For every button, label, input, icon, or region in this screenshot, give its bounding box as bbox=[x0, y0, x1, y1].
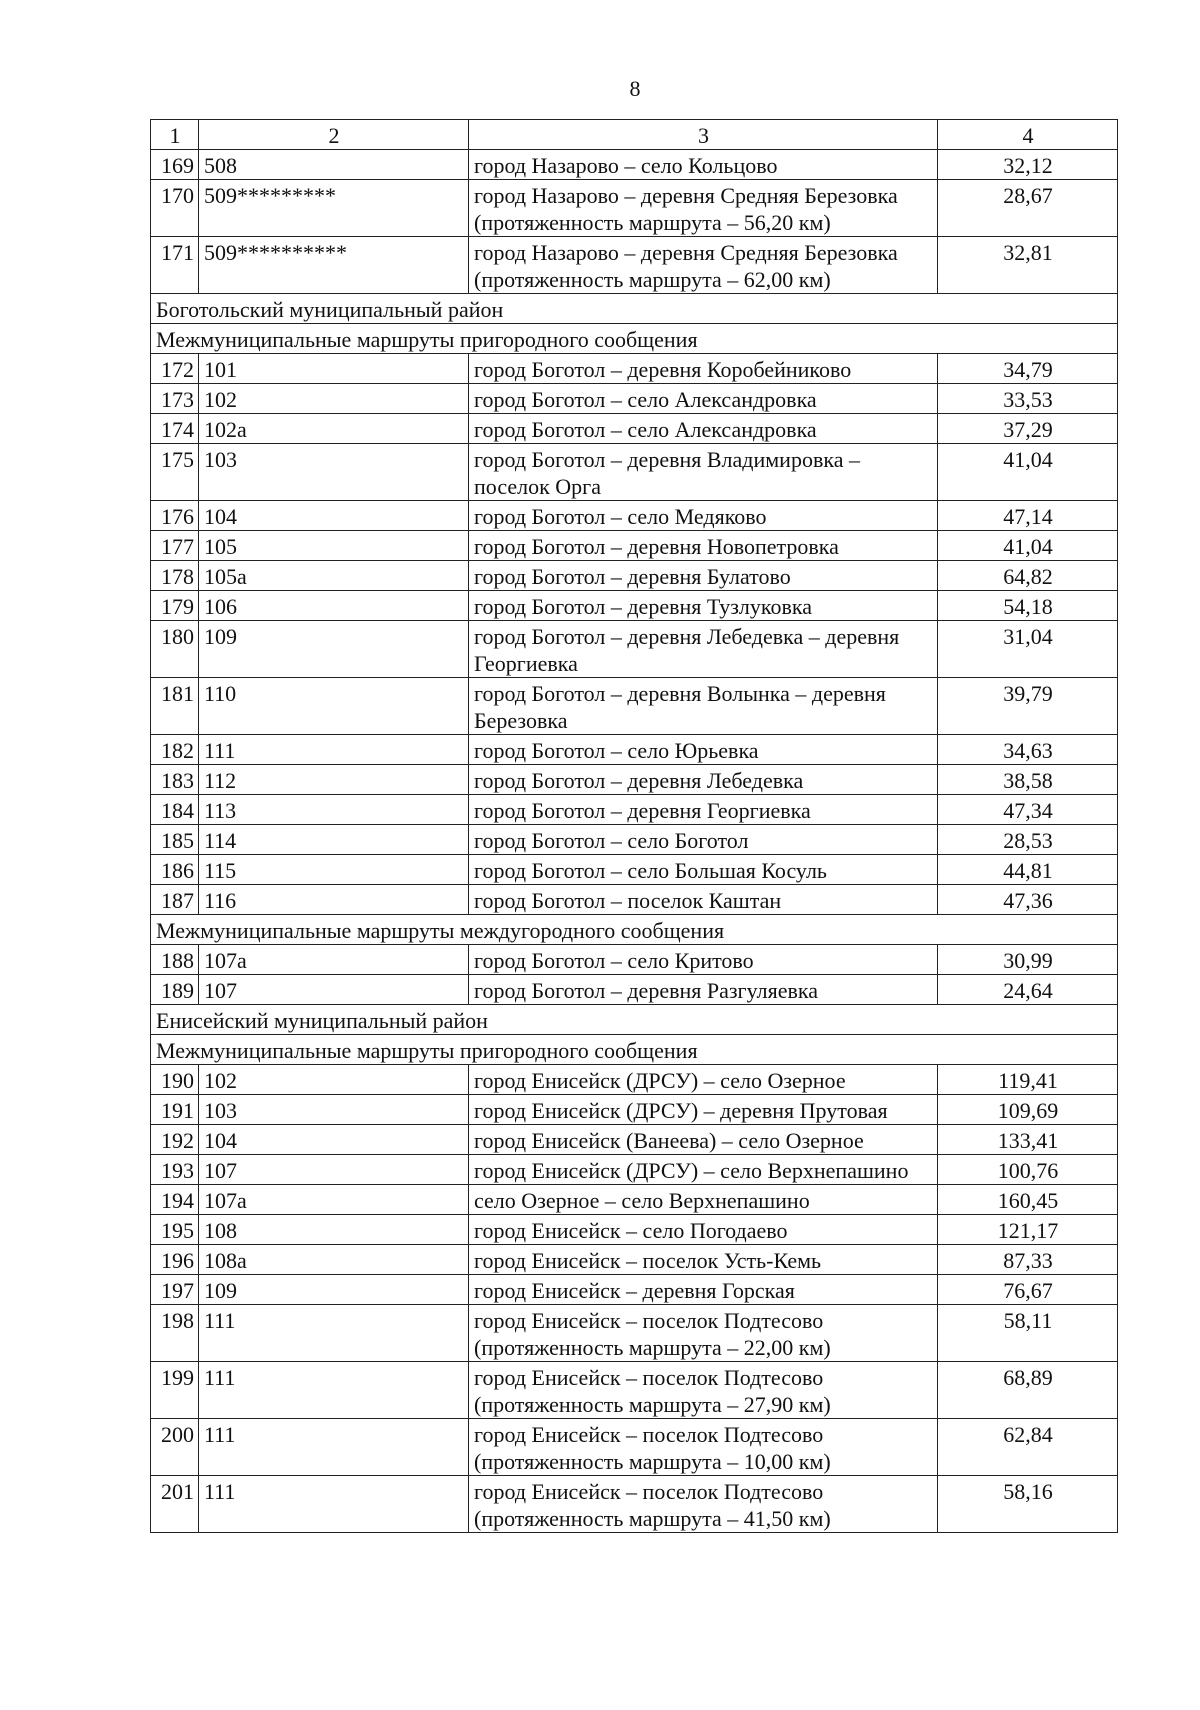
route-number: 104 bbox=[199, 501, 469, 531]
route-name: город Енисейск (ДРСУ) – деревня Прутовая bbox=[469, 1095, 938, 1125]
route-value: 31,04 bbox=[938, 621, 1118, 678]
row-number: 177 bbox=[151, 531, 199, 561]
route-number: 115 bbox=[199, 855, 469, 885]
route-number: 111 bbox=[199, 735, 469, 765]
table-row bbox=[151, 354, 1118, 384]
row-number: 194 bbox=[151, 1185, 199, 1215]
row-number: 197 bbox=[151, 1275, 199, 1305]
table-row bbox=[151, 1065, 1118, 1095]
route-name: город Боготол – деревня Тузлуковка bbox=[469, 591, 938, 621]
table-row bbox=[151, 825, 1118, 855]
route-value: 47,34 bbox=[938, 795, 1118, 825]
route-number: 103 bbox=[199, 444, 469, 501]
route-name: город Назарово – село Кольцово bbox=[469, 150, 938, 180]
route-number: 111 bbox=[199, 1305, 469, 1362]
table-row bbox=[151, 1476, 1118, 1533]
table-row bbox=[151, 1275, 1118, 1305]
table-body bbox=[151, 150, 1118, 1533]
table-row bbox=[151, 561, 1118, 591]
header-col-1: 1 bbox=[151, 120, 199, 150]
row-number: 188 bbox=[151, 945, 199, 975]
route-value: 87,33 bbox=[938, 1245, 1118, 1275]
row-number: 180 bbox=[151, 621, 199, 678]
table-row bbox=[151, 180, 1118, 237]
route-value: 34,79 bbox=[938, 354, 1118, 384]
table-row bbox=[151, 795, 1118, 825]
table-row bbox=[151, 237, 1118, 294]
section-row bbox=[151, 1005, 1118, 1035]
route-value: 41,04 bbox=[938, 444, 1118, 501]
route-number: 110 bbox=[199, 678, 469, 735]
row-number: 192 bbox=[151, 1125, 199, 1155]
route-number: 112 bbox=[199, 765, 469, 795]
table-row bbox=[151, 501, 1118, 531]
route-name: город Енисейск (Ванеева) – село Озерное bbox=[469, 1125, 938, 1155]
section-title: Межмуниципальные маршруты пригородного сообщения bbox=[151, 324, 1118, 354]
route-number: 106 bbox=[199, 591, 469, 621]
header-col-3: 3 bbox=[469, 120, 938, 150]
section-row bbox=[151, 294, 1118, 324]
route-value: 133,41 bbox=[938, 1125, 1118, 1155]
row-number: 176 bbox=[151, 501, 199, 531]
page-number: 8 bbox=[629, 76, 641, 101]
route-number: 509********** bbox=[199, 237, 469, 294]
row-number: 195 bbox=[151, 1215, 199, 1245]
route-number: 108 bbox=[199, 1215, 469, 1245]
route-name: город Назарово – деревня Средняя Березовка (протяженность маршрута – 56,20 км) bbox=[469, 180, 938, 237]
route-value: 28,53 bbox=[938, 825, 1118, 855]
route-number: 509********* bbox=[199, 180, 469, 237]
route-name: город Енисейск (ДРСУ) – село Верхнепашино bbox=[469, 1155, 938, 1185]
route-number: 113 bbox=[199, 795, 469, 825]
route-name: город Боготол – село Александровка bbox=[469, 384, 938, 414]
row-number: 175 bbox=[151, 444, 199, 501]
route-number: 111 bbox=[199, 1476, 469, 1533]
route-number: 105 bbox=[199, 531, 469, 561]
table-header bbox=[151, 120, 1118, 150]
row-number: 201 bbox=[151, 1476, 199, 1533]
route-value: 47,14 bbox=[938, 501, 1118, 531]
row-number: 169 bbox=[151, 150, 199, 180]
route-name: город Боготол – село Критово bbox=[469, 945, 938, 975]
row-number: 198 bbox=[151, 1305, 199, 1362]
route-number: 116 bbox=[199, 885, 469, 915]
route-value: 109,69 bbox=[938, 1095, 1118, 1125]
section-title: Межмуниципальные маршруты пригородного сообщения bbox=[151, 1035, 1118, 1065]
route-number: 109 bbox=[199, 1275, 469, 1305]
row-number: 187 bbox=[151, 885, 199, 915]
table-row bbox=[151, 531, 1118, 561]
route-name: город Боготол – деревня Лебедевка – деревня Георгиевка bbox=[469, 621, 938, 678]
route-value: 68,89 bbox=[938, 1362, 1118, 1419]
route-value: 64,82 bbox=[938, 561, 1118, 591]
row-number: 185 bbox=[151, 825, 199, 855]
section-row bbox=[151, 324, 1118, 354]
table-row bbox=[151, 1215, 1118, 1245]
row-number: 190 bbox=[151, 1065, 199, 1095]
route-value: 38,58 bbox=[938, 765, 1118, 795]
table-row bbox=[151, 1125, 1118, 1155]
route-name: город Боготол – деревня Георгиевка bbox=[469, 795, 938, 825]
row-number: 182 bbox=[151, 735, 199, 765]
table-row bbox=[151, 855, 1118, 885]
route-name: город Енисейск (ДРСУ) – село Озерное bbox=[469, 1065, 938, 1095]
route-value: 32,12 bbox=[938, 150, 1118, 180]
row-number: 200 bbox=[151, 1419, 199, 1476]
table-row bbox=[151, 1155, 1118, 1185]
row-number: 191 bbox=[151, 1095, 199, 1125]
route-name: город Боготол – деревня Разгуляевка bbox=[469, 975, 938, 1005]
route-name: город Боготол – село Большая Косуль bbox=[469, 855, 938, 885]
table-row bbox=[151, 975, 1118, 1005]
row-number: 170 bbox=[151, 180, 199, 237]
table-row bbox=[151, 414, 1118, 444]
table-row bbox=[151, 1419, 1118, 1476]
route-value: 39,79 bbox=[938, 678, 1118, 735]
route-name: город Енисейск – село Погодаево bbox=[469, 1215, 938, 1245]
table-row bbox=[151, 735, 1118, 765]
route-name: город Боготол – деревня Волынка – деревня Березовка bbox=[469, 678, 938, 735]
row-number: 174 bbox=[151, 414, 199, 444]
route-number: 107а bbox=[199, 1185, 469, 1215]
section-row bbox=[151, 915, 1118, 945]
route-value: 58,16 bbox=[938, 1476, 1118, 1533]
table-row bbox=[151, 150, 1118, 180]
route-number: 508 bbox=[199, 150, 469, 180]
route-value: 24,64 bbox=[938, 975, 1118, 1005]
route-value: 34,63 bbox=[938, 735, 1118, 765]
route-value: 54,18 bbox=[938, 591, 1118, 621]
route-number: 111 bbox=[199, 1419, 469, 1476]
route-value: 121,17 bbox=[938, 1215, 1118, 1245]
table-row bbox=[151, 1305, 1118, 1362]
row-number: 186 bbox=[151, 855, 199, 885]
route-name: город Боготол – деревня Новопетровка bbox=[469, 531, 938, 561]
route-number: 114 bbox=[199, 825, 469, 855]
table-row bbox=[151, 384, 1118, 414]
table-row bbox=[151, 591, 1118, 621]
route-number: 109 bbox=[199, 621, 469, 678]
route-number: 104 bbox=[199, 1125, 469, 1155]
route-value: 76,67 bbox=[938, 1275, 1118, 1305]
route-value: 160,45 bbox=[938, 1185, 1118, 1215]
route-value: 62,84 bbox=[938, 1419, 1118, 1476]
route-value: 30,99 bbox=[938, 945, 1118, 975]
header-col-4: 4 bbox=[938, 120, 1118, 150]
route-value: 47,36 bbox=[938, 885, 1118, 915]
route-name: город Енисейск – поселок Усть-Кемь bbox=[469, 1245, 938, 1275]
route-value: 32,81 bbox=[938, 237, 1118, 294]
row-number: 199 bbox=[151, 1362, 199, 1419]
route-value: 44,81 bbox=[938, 855, 1118, 885]
route-value: 58,11 bbox=[938, 1305, 1118, 1362]
route-name: село Озерное – село Верхнепашино bbox=[469, 1185, 938, 1215]
row-number: 189 bbox=[151, 975, 199, 1005]
table-row bbox=[151, 945, 1118, 975]
route-name: город Боготол – село Юрьевка bbox=[469, 735, 938, 765]
row-number: 183 bbox=[151, 765, 199, 795]
route-number: 107 bbox=[199, 1155, 469, 1185]
route-number: 107а bbox=[199, 945, 469, 975]
row-number: 172 bbox=[151, 354, 199, 384]
route-name: город Енисейск – поселок Подтесово (протяженность маршрута – 22,00 км) bbox=[469, 1305, 938, 1362]
table-row bbox=[151, 1095, 1118, 1125]
route-number: 111 bbox=[199, 1362, 469, 1419]
route-name: город Боготол – деревня Булатово bbox=[469, 561, 938, 591]
route-name: город Боготол – деревня Коробейниково bbox=[469, 354, 938, 384]
route-name: город Боготол – село Медяково bbox=[469, 501, 938, 531]
row-number: 193 bbox=[151, 1155, 199, 1185]
route-value: 41,04 bbox=[938, 531, 1118, 561]
route-name: город Боготол – село Боготол bbox=[469, 825, 938, 855]
table-row bbox=[151, 885, 1118, 915]
row-number: 173 bbox=[151, 384, 199, 414]
route-number: 101 bbox=[199, 354, 469, 384]
section-title: Межмуниципальные маршруты междугородного сообщения bbox=[151, 915, 1118, 945]
route-number: 108а bbox=[199, 1245, 469, 1275]
route-number: 103 bbox=[199, 1095, 469, 1125]
route-value: 28,67 bbox=[938, 180, 1118, 237]
route-name: город Енисейск – поселок Подтесово (протяженность маршрута – 27,90 км) bbox=[469, 1362, 938, 1419]
header-col-2: 2 bbox=[199, 120, 469, 150]
route-name: город Енисейск – поселок Подтесово (протяженность маршрута – 10,00 км) bbox=[469, 1419, 938, 1476]
section-title: Боготольский муниципальный район bbox=[151, 294, 1118, 324]
route-number: 102 bbox=[199, 1065, 469, 1095]
table-row bbox=[151, 765, 1118, 795]
row-number: 178 bbox=[151, 561, 199, 591]
row-number: 181 bbox=[151, 678, 199, 735]
route-value: 119,41 bbox=[938, 1065, 1118, 1095]
section-title: Енисейский муниципальный район bbox=[151, 1005, 1118, 1035]
row-number: 184 bbox=[151, 795, 199, 825]
row-number: 171 bbox=[151, 237, 199, 294]
route-number: 102 bbox=[199, 384, 469, 414]
routes-table bbox=[150, 119, 1118, 1533]
route-name: город Боготол – село Александровка bbox=[469, 414, 938, 444]
table-row bbox=[151, 621, 1118, 678]
route-number: 105а bbox=[199, 561, 469, 591]
table-row bbox=[151, 678, 1118, 735]
route-number: 102а bbox=[199, 414, 469, 444]
table-row bbox=[151, 1185, 1118, 1215]
route-value: 33,53 bbox=[938, 384, 1118, 414]
route-value: 37,29 bbox=[938, 414, 1118, 444]
row-number: 196 bbox=[151, 1245, 199, 1275]
table-row bbox=[151, 444, 1118, 501]
table-row bbox=[151, 1245, 1118, 1275]
section-row bbox=[151, 1035, 1118, 1065]
route-name: город Назарово – деревня Средняя Березовка (протяженность маршрута – 62,00 км) bbox=[469, 237, 938, 294]
route-name: город Боготол – деревня Лебедевка bbox=[469, 765, 938, 795]
table-row bbox=[151, 1362, 1118, 1419]
route-name: город Енисейск – поселок Подтесово (протяженность маршрута – 41,50 км) bbox=[469, 1476, 938, 1533]
header-row bbox=[151, 120, 1118, 150]
row-number: 179 bbox=[151, 591, 199, 621]
route-name: город Боготол – поселок Каштан bbox=[469, 885, 938, 915]
route-name: город Енисейск – деревня Горская bbox=[469, 1275, 938, 1305]
route-number: 107 bbox=[199, 975, 469, 1005]
route-value: 100,76 bbox=[938, 1155, 1118, 1185]
route-name: город Боготол – деревня Владимировка – поселок Орга bbox=[469, 444, 938, 501]
